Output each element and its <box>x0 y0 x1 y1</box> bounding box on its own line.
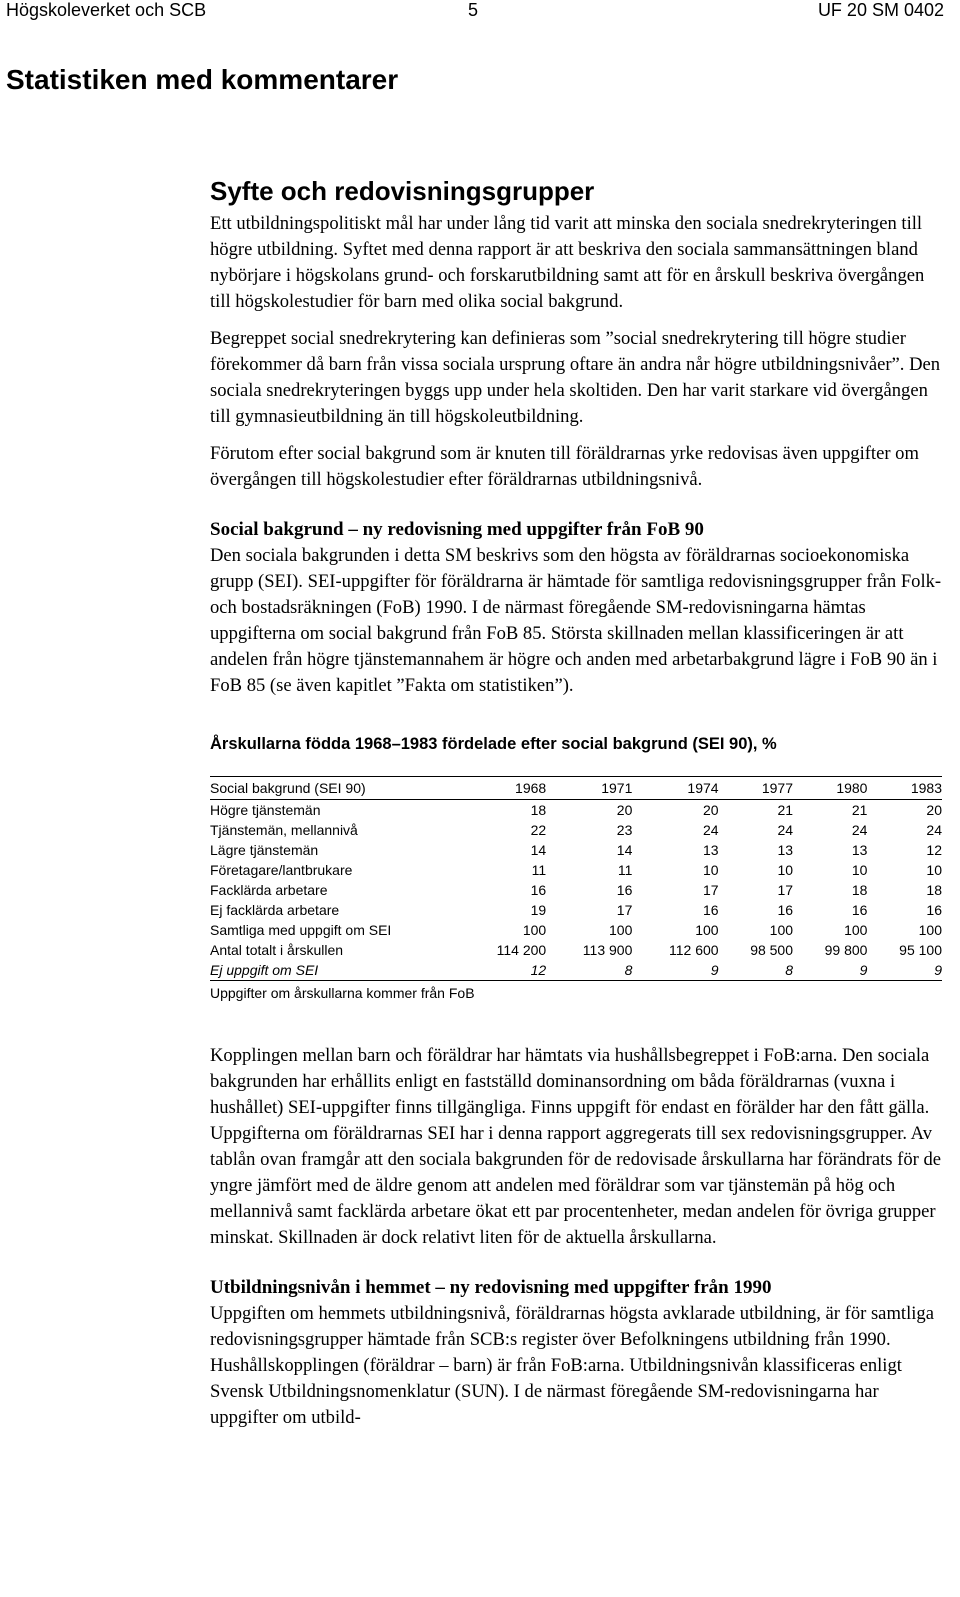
table-cell: 8 <box>719 960 793 981</box>
row-label: Högre tjänstemän <box>210 802 321 818</box>
table-row <box>210 920 942 940</box>
paragraph: Kopplingen mellan barn och föräldrar har hämtats via hushållsbegreppet i FoB:arna. Den sociala bakgrunden har erhållits enligt en fastställd dominansordning om båda föräldrarnas (vuxna i hushållet) SEI-uppgifter finns tillgängliga. Finns uppgift för endast en förälder har den fått gälla. Uppgifterna om föräldrarnas SEI har i denna rapport aggregerats till sex redovisningsgrupper. Av tablån ovan framgår att den sociala bakgrunden för de redovisade årskullarna har förändrats för de yngre jämfört med de äldre genom att andelen med föräldrar som var tjänstemän på hög och mellannivå samt facklärda arbetare ökat ett par procentenheter, medan andelen för övriga grupper minskat. Skillnaden är dock relativt liten för de aktuella årskullarna. <box>210 1045 942 1248</box>
table-row <box>210 800 942 821</box>
table-cell: 21 <box>777 802 794 818</box>
subsection-heading-education: Utbildningsnivån i hemmet – ny redovisning med uppgifter från 1990 <box>210 1277 772 1298</box>
table-cell: 18 <box>926 882 942 898</box>
table-row <box>210 900 942 920</box>
table-note: Uppgifter om årskullarna kommer från FoB <box>210 985 475 1001</box>
table-cell: 100 <box>609 922 633 938</box>
column-header: 1974 <box>632 777 718 800</box>
table-cell: 16 <box>777 902 794 918</box>
table-header-row <box>210 777 942 800</box>
table-block <box>210 735 945 1001</box>
table-cell: 11 <box>617 862 633 878</box>
row-label: Ej facklärda arbetare <box>210 902 340 918</box>
table-row <box>210 860 942 880</box>
table-cell: 18 <box>530 802 547 818</box>
table-cell: 13 <box>851 842 868 858</box>
subsection-heading-social: Social bakgrund – ny redovisning med uppgifter från FoB 90 <box>210 519 704 540</box>
table-cell: 12 <box>926 842 942 858</box>
column-header: 1968 <box>460 777 546 800</box>
table-row <box>210 880 942 900</box>
table-cell: 24 <box>702 822 719 838</box>
table-cell: 9 <box>793 960 867 981</box>
row-label: Företagare/lantbrukare <box>210 862 353 878</box>
paragraph: Uppgiften om hemmets utbildningsnivå, föräldrarnas högsta avklarade utbildning, är för samtliga redovisningsgrupper hämtade från SCB:s register över Befolkningens utbildning från 1990. Hushållskopplingen (föräldrar – barn) är från FoB:arna. Utbildningsnivån klassificeras enligt Svensk Utbildningsnomenklatur (SUN). I de närmast föregående SM-redovisningarna har uppgifter om utbild- <box>210 1303 934 1428</box>
table-cell: 12 <box>460 960 546 981</box>
table-cell: 99 800 <box>824 942 868 958</box>
table-cell: 98 500 <box>750 942 794 958</box>
table-cell: 17 <box>702 882 719 898</box>
table-cell: 8 <box>546 960 632 981</box>
table-cell: 10 <box>926 862 942 878</box>
table-cell: 24 <box>926 822 942 838</box>
table-cell: 13 <box>702 842 719 858</box>
row-label: Antal totalt i årskullen <box>210 942 344 958</box>
table-cell: 22 <box>530 822 547 838</box>
row-label: Lägre tjänstemän <box>210 842 319 858</box>
report-code: UF 20 SM 0402 <box>817 0 944 20</box>
table-cell: 21 <box>851 802 868 818</box>
section-heading: Syfte och redovisningsgrupper <box>210 176 595 206</box>
table-cell: 14 <box>616 842 633 858</box>
row-label: Ej uppgift om SEI <box>210 960 460 981</box>
table-cell: 10 <box>851 862 868 878</box>
table-cell: 18 <box>851 882 868 898</box>
table-cell: 100 <box>522 922 547 938</box>
table-cell: 10 <box>777 862 794 878</box>
table-cell: 11 <box>531 862 547 878</box>
paragraph: Den sociala bakgrunden i detta SM beskrivs som den högsta av föräldrarnas socioekonomiska grupp (SEI). SEI-uppgifter för föräldrarna är hämtade för samtliga redovisningsgrupper från Folk- och bostadsräkningen (FoB) 1990. I de närmast föregående SM-redovisningarna hämtas uppgifterna om social bakgrund från FoB 85. Största skillnaden mellan klassificeringen är att andelen från högre tjänstemannahem är högre och anden med arbetarbakgrund lägre i FoB 90 än i FoB 85 (se även kapitlet ”Fakta om statistiken”). <box>210 545 942 696</box>
page-number: 5 <box>468 0 479 20</box>
table-cell: 9 <box>867 960 942 981</box>
table-cell: 23 <box>616 822 633 838</box>
row-label: Facklärda arbetare <box>210 882 328 898</box>
column-header: 1983 <box>867 777 942 800</box>
table-row <box>210 960 942 981</box>
paragraph: Begreppet social snedrekrytering kan definieras som ”social snedrekrytering till högre studier förekommer då barn från vissa sociala ursprung oftare än andra når högre utbildningsnivåer”. Den sociala snedrekryteringen byggs upp under hela skoltiden. Den har varit starkare vid övergången till gymnasieutbildning än till högskoleutbildning. <box>210 328 941 427</box>
table-row <box>210 940 942 960</box>
page-header <box>0 0 960 30</box>
paragraph: Förutom efter social bakgrund som är knuten till föräldrarnas yrke redovisas även uppgifter om övergången till högskolestudier efter föräldrarnas utbildningsnivå. <box>210 443 919 490</box>
column-header: 1977 <box>719 777 793 800</box>
table-cell: 16 <box>530 882 547 898</box>
table-cell: 100 <box>918 922 942 938</box>
table-cell: 14 <box>530 842 547 858</box>
table-cell: 113 900 <box>582 942 633 958</box>
table-cell: 16 <box>616 882 633 898</box>
table-cell: 100 <box>769 922 794 938</box>
table-cell: 17 <box>616 902 633 918</box>
table-cell: 9 <box>632 960 718 981</box>
page-title: Statistiken med kommentarer <box>6 64 399 95</box>
table-cell: 100 <box>695 922 719 938</box>
table-cell: 20 <box>702 802 719 818</box>
table-cell: 16 <box>851 902 868 918</box>
row-label: Tjänstemän, mellannivå <box>210 822 358 838</box>
table-cell: 10 <box>702 862 719 878</box>
column-header: 1971 <box>546 777 632 800</box>
table-cell: 114 200 <box>496 942 547 958</box>
table-cell: 24 <box>777 822 794 838</box>
table-title: Årskullarna födda 1968–1983 fördelade efter social bakgrund (SEI 90), % <box>210 735 777 753</box>
table-cell: 24 <box>851 822 868 838</box>
table-cell: 17 <box>777 882 794 898</box>
column-header: Social bakgrund (SEI 90) <box>210 777 460 800</box>
table-row <box>210 840 942 860</box>
table-cell: 112 600 <box>668 942 719 958</box>
paragraph: Ett utbildningspolitiskt mål har under lång tid varit att minska den sociala snedrekryteringen till högre utbildning. Syftet med denna rapport är att beskriva den sociala sammansättningen bland nybörjare i högskolans grund- och forskarutbildning samt att för en årskull beskriva övergången till högskolestudier för barn med olika social bakgrund. <box>210 213 925 312</box>
column-header: 1980 <box>793 777 867 800</box>
table-cell: 95 100 <box>899 942 942 958</box>
table-body <box>210 800 942 981</box>
main-content <box>210 176 945 1442</box>
table-cell: 100 <box>844 922 868 938</box>
table-cell: 19 <box>530 902 547 918</box>
table-cell: 16 <box>926 902 942 918</box>
row-label: Samtliga med uppgift om SEI <box>210 922 392 938</box>
table-cell: 20 <box>616 802 633 818</box>
table-cell: 13 <box>777 842 794 858</box>
table-cell: 16 <box>702 902 719 918</box>
header-publisher: Högskoleverket och SCB <box>6 0 207 20</box>
social-background-table <box>210 776 942 981</box>
table-cell: 20 <box>926 802 942 818</box>
table-row <box>210 820 942 840</box>
